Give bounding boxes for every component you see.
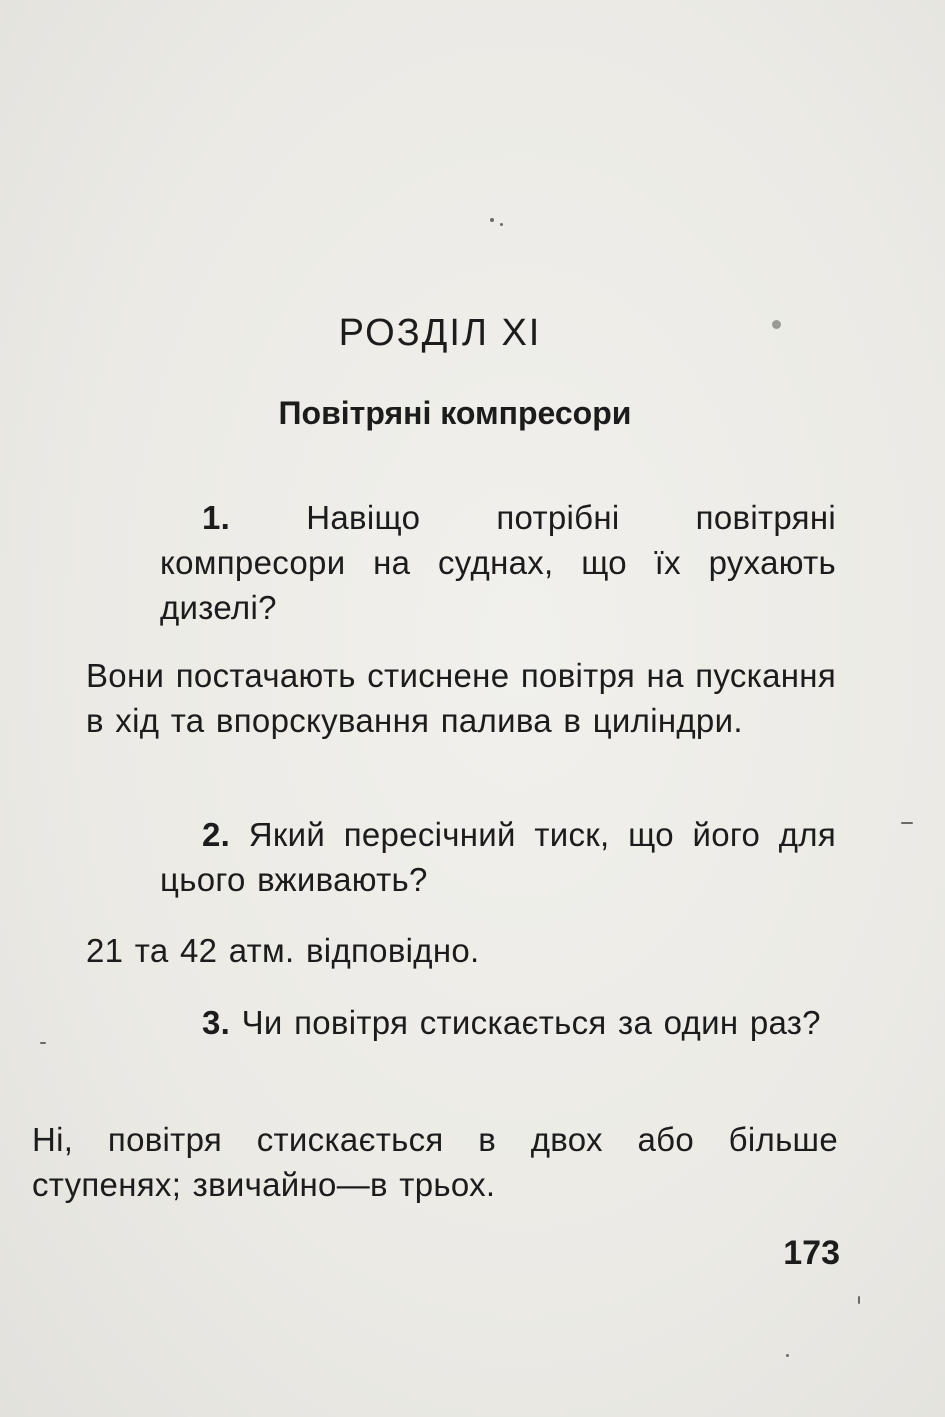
- section-title: Повітряні компресори: [278, 395, 632, 431]
- question-text: Навіщо потрібні повітряні компресори на суднах, що їх рухають дизелі?: [160, 499, 836, 626]
- paper-speck: [858, 1296, 860, 1304]
- answer-3: Ні, повітря стискається в двох або більше ступенях; звичайно—в трьох.: [32, 1121, 838, 1203]
- question-text: Який пересічний тиск, що його для цього вживають?: [160, 816, 837, 898]
- paper-speck: [40, 1042, 46, 1044]
- question-text: Чи повітря стискається за один раз?: [241, 1004, 821, 1041]
- chapter-title: РОЗДІЛ XI: [338, 312, 542, 354]
- question-2: [160, 812, 836, 902]
- question-number: 1.: [202, 499, 231, 536]
- paper-speck: [901, 822, 913, 824]
- question-number: 2.: [202, 816, 231, 853]
- question-1: [160, 495, 836, 630]
- question-number: 3.: [202, 1004, 231, 1041]
- paper-speck: [500, 223, 503, 226]
- paper-speck: [490, 218, 494, 222]
- answer-2: 21 та 42 атм. відповідно.: [86, 932, 480, 969]
- paper-speck: [786, 1354, 789, 1357]
- page-number: 173: [783, 1234, 840, 1272]
- question-3: [160, 1000, 836, 1045]
- answer-1: Вони постачають стиснене повітря на пускання в хід та впорскування палива в циліндри.: [86, 657, 836, 739]
